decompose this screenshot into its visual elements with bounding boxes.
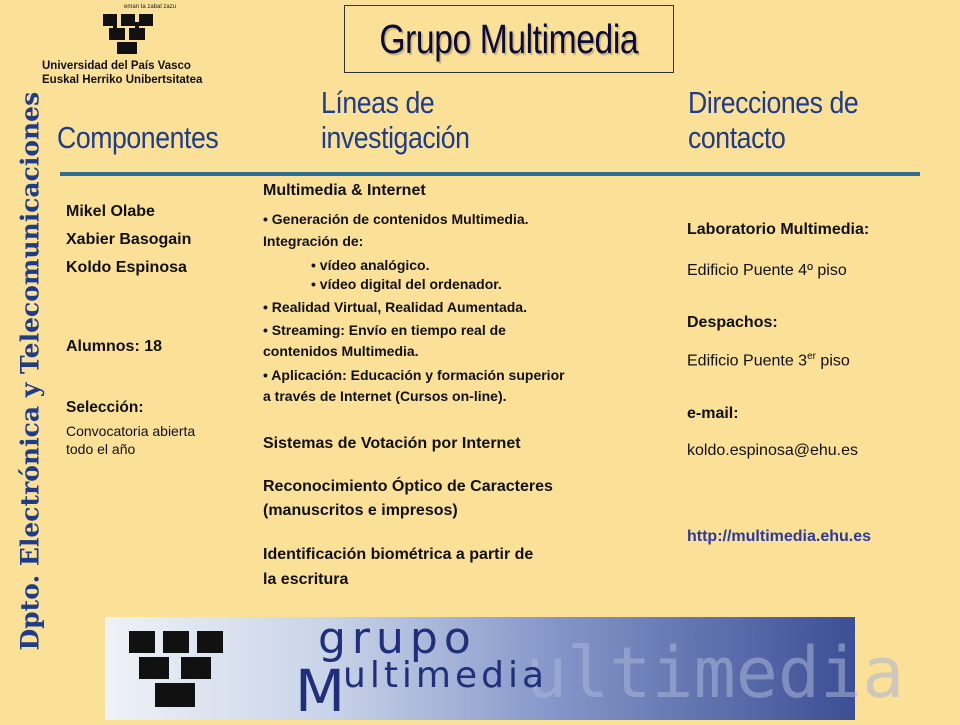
- university-name-eu: Euskal Herriko Unibertsitatea: [42, 74, 203, 86]
- lab-value: Edificio Puente 4º piso: [687, 262, 847, 279]
- office-value-end: piso: [815, 352, 850, 370]
- research-subitem: [263, 256, 430, 274]
- research-section-title: (manuscritos e impresos): [263, 502, 458, 519]
- website-link[interactable]: http://multimedia.ehu.es: [687, 528, 872, 545]
- member-name: Xabier Basogain: [66, 231, 192, 248]
- bullet: •: [263, 211, 268, 227]
- bullet: •: [311, 257, 316, 273]
- bullet: •: [263, 322, 268, 338]
- research-section-title: Identificación biométrica a partir de: [263, 546, 534, 563]
- research-item: [263, 298, 527, 316]
- students-count: Alumnos: 18: [66, 338, 163, 355]
- email-link[interactable]: koldo.espinosa@ehu.es: [687, 442, 859, 459]
- bullet: •: [311, 276, 316, 292]
- research-item-continuation: Integración de:: [263, 233, 364, 249]
- office-value-superscript: er: [807, 351, 816, 362]
- research-section-title: Reconocimiento Óptico de Caracteres: [263, 478, 553, 495]
- heading-components: Componentes: [57, 120, 219, 155]
- research-item: [263, 321, 506, 339]
- office-value-main: Edificio Puente 3: [687, 352, 808, 370]
- research-section-title: Multimedia & Internet: [263, 182, 426, 199]
- office-label: Despachos:: [687, 314, 778, 331]
- page-title: Grupo Multimedia: [379, 15, 639, 62]
- title-box: [344, 5, 674, 73]
- research-item-text: Aplicación: Educación y formación superior: [271, 367, 565, 383]
- research-item-continuation: a través de Internet (Cursos on-line).: [263, 388, 507, 404]
- header-divider: [60, 172, 920, 176]
- research-subitem-text: vídeo digital del ordenador.: [319, 276, 502, 292]
- research-item: [263, 210, 529, 228]
- research-item-continuation: contenidos Multimedia.: [263, 343, 419, 359]
- university-name-es: Universidad del País Vasco: [42, 60, 191, 72]
- selection-text-line1: Convocatoria abierta: [66, 423, 196, 439]
- department-side-label: Dpto. Electrónica y Telecomunicaciones: [15, 91, 45, 651]
- research-subitem-text: vídeo analógico.: [319, 257, 430, 273]
- heading-contact-line1: Direcciones de: [688, 85, 859, 120]
- heading-research-line2: investigación: [321, 120, 470, 155]
- university-motto: eman ta zabal zazu: [124, 4, 177, 10]
- email-label: e-mail:: [687, 405, 739, 422]
- research-item-text: Streaming: Envío en tiempo real de: [271, 322, 506, 338]
- banner-logo-icon: [125, 625, 230, 713]
- group-banner: [105, 613, 905, 725]
- heading-contact-line2: contacto: [688, 120, 786, 155]
- selection-label: Selección:: [66, 399, 144, 416]
- member-name: Koldo Espinosa: [66, 259, 187, 276]
- research-item-text: Generación de contenidos Multimedia.: [271, 211, 529, 227]
- bullet: •: [263, 299, 268, 315]
- bullet: •: [263, 367, 268, 383]
- research-section-title: Sistemas de Votación por Internet: [263, 435, 521, 452]
- selection-text-line2: todo el año: [66, 441, 136, 457]
- research-item-text: Realidad Virtual, Realidad Aumentada.: [271, 299, 527, 315]
- banner-ghost-text: ultimedia: [525, 632, 905, 714]
- lab-label: Laboratorio Multimedia:: [687, 221, 870, 238]
- banner-word-grupo: grupo: [318, 613, 477, 664]
- banner-word-initial: M: [295, 657, 346, 725]
- research-item: [263, 366, 565, 384]
- heading-research-line1: Líneas de: [321, 85, 435, 120]
- office-value: [687, 351, 850, 370]
- member-name: Mikel Olabe: [66, 203, 155, 220]
- research-subitem: [263, 275, 502, 293]
- banner-word-multimedia: ultimedia: [343, 655, 549, 696]
- research-section-title: la escritura: [263, 571, 349, 588]
